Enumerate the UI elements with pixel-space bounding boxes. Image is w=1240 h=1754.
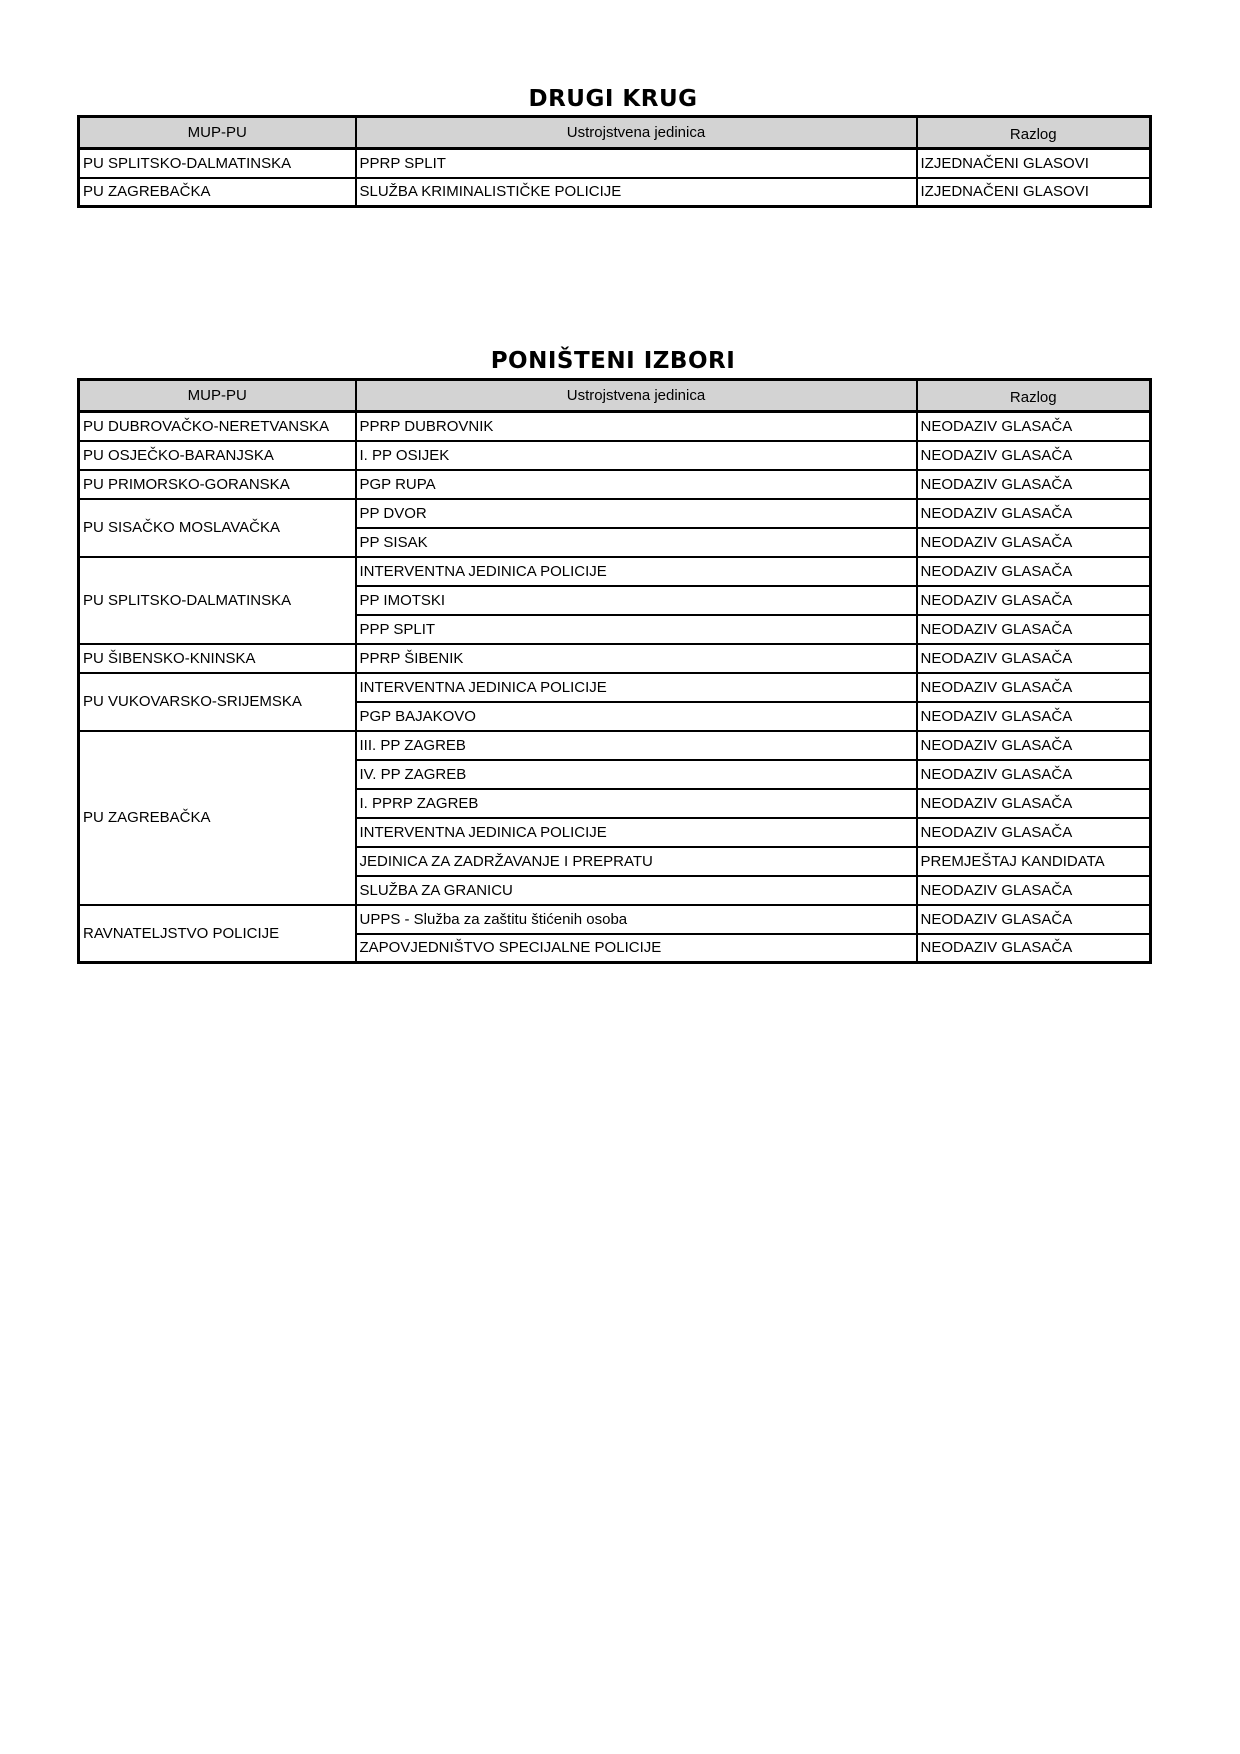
- ustrojstvena-jedinica-cell: PP DVOR: [356, 499, 917, 528]
- ustrojstvena-jedinica-cell: PPRP ŠIBENIK: [356, 644, 917, 673]
- table-row: [79, 673, 1151, 702]
- razlog-cell: NEODAZIV GLASAČA: [917, 876, 1151, 905]
- razlog-cell: IZJEDNAČENI GLASOVI: [917, 178, 1151, 207]
- column-header-razlog: Razlog: [917, 117, 1151, 149]
- razlog-cell: NEODAZIV GLASAČA: [917, 673, 1151, 702]
- mup-pu-cell: PU SPLITSKO-DALMATINSKA: [79, 557, 356, 644]
- table-row: [79, 178, 1151, 207]
- mup-pu-cell: PU OSJEČKO-BARANJSKA: [79, 441, 356, 470]
- mup-pu-cell: PU PRIMORSKO-GORANSKA: [79, 470, 356, 499]
- table-row: [79, 557, 1151, 586]
- razlog-cell: NEODAZIV GLASAČA: [917, 557, 1151, 586]
- razlog-cell: NEODAZIV GLASAČA: [917, 731, 1151, 760]
- ustrojstvena-jedinica-cell: INTERVENTNA JEDINICA POLICIJE: [356, 818, 917, 847]
- table-header-row: [79, 380, 1151, 412]
- razlog-cell: NEODAZIV GLASAČA: [917, 818, 1151, 847]
- ustrojstvena-jedinica-cell: I. PPRP ZAGREB: [356, 789, 917, 818]
- mup-pu-cell: RAVNATELJSTVO POLICIJE: [79, 905, 356, 963]
- column-header-mup-pu: MUP-PU: [79, 380, 356, 412]
- mup-pu-cell: PU SPLITSKO-DALMATINSKA: [79, 149, 356, 178]
- mup-pu-cell: PU DUBROVAČKO-NERETVANSKA: [79, 412, 356, 441]
- column-header-mup-pu: MUP-PU: [79, 117, 356, 149]
- ponisteni-izbori-table: [77, 378, 1152, 964]
- razlog-cell: NEODAZIV GLASAČA: [917, 644, 1151, 673]
- ustrojstvena-jedinica-cell: SLUŽBA ZA GRANICU: [356, 876, 917, 905]
- ponisteni-izbori-title: PONIŠTENI IZBORI: [490, 348, 736, 374]
- razlog-cell: NEODAZIV GLASAČA: [917, 760, 1151, 789]
- ustrojstvena-jedinica-cell: INTERVENTNA JEDINICA POLICIJE: [356, 557, 917, 586]
- razlog-cell: NEODAZIV GLASAČA: [917, 441, 1151, 470]
- razlog-cell: NEODAZIV GLASAČA: [917, 586, 1151, 615]
- razlog-cell: NEODAZIV GLASAČA: [917, 702, 1151, 731]
- column-header-razlog: Razlog: [917, 380, 1151, 412]
- mup-pu-cell: PU SISAČKO MOSLAVAČKA: [79, 499, 356, 557]
- razlog-cell: NEODAZIV GLASAČA: [917, 934, 1151, 963]
- ustrojstvena-jedinica-cell: UPPS - Služba za zaštitu štićenih osoba: [356, 905, 917, 934]
- ustrojstvena-jedinica-cell: PPP SPLIT: [356, 615, 917, 644]
- table-row: [79, 149, 1151, 178]
- table-row: [79, 731, 1151, 760]
- mup-pu-cell: PU VUKOVARSKO-SRIJEMSKA: [79, 673, 356, 731]
- mup-pu-cell: PU ZAGREBAČKA: [79, 731, 356, 905]
- column-header-ustrojstvena-jedinica: Ustrojstvena jedinica: [356, 117, 917, 149]
- razlog-cell: PREMJEŠTAJ KANDIDATA: [917, 847, 1151, 876]
- razlog-cell: NEODAZIV GLASAČA: [917, 615, 1151, 644]
- ustrojstvena-jedinica-cell: ZAPOVJEDNIŠTVO SPECIJALNE POLICIJE: [356, 934, 917, 963]
- ustrojstvena-jedinica-cell: PPRP SPLIT: [356, 149, 917, 178]
- ustrojstvena-jedinica-cell: SLUŽBA KRIMINALISTIČKE POLICIJE: [356, 178, 917, 207]
- ustrojstvena-jedinica-cell: PP IMOTSKI: [356, 586, 917, 615]
- table-header-row: [79, 117, 1151, 149]
- ustrojstvena-jedinica-cell: INTERVENTNA JEDINICA POLICIJE: [356, 673, 917, 702]
- ustrojstvena-jedinica-cell: III. PP ZAGREB: [356, 731, 917, 760]
- table-row: [79, 412, 1151, 441]
- drugi-krug-title: DRUGI KRUG: [528, 86, 698, 112]
- drugi-krug-table: [77, 115, 1152, 208]
- mup-pu-cell: PU ZAGREBAČKA: [79, 178, 356, 207]
- table-row: [79, 905, 1151, 934]
- ustrojstvena-jedinica-cell: PGP RUPA: [356, 470, 917, 499]
- table-row: [79, 499, 1151, 528]
- ustrojstvena-jedinica-cell: IV. PP ZAGREB: [356, 760, 917, 789]
- table-row: [79, 441, 1151, 470]
- razlog-cell: NEODAZIV GLASAČA: [917, 528, 1151, 557]
- mup-pu-cell: PU ŠIBENSKO-KNINSKA: [79, 644, 356, 673]
- ustrojstvena-jedinica-cell: I. PP OSIJEK: [356, 441, 917, 470]
- razlog-cell: IZJEDNAČENI GLASOVI: [917, 149, 1151, 178]
- razlog-cell: NEODAZIV GLASAČA: [917, 905, 1151, 934]
- ustrojstvena-jedinica-cell: PPRP DUBROVNIK: [356, 412, 917, 441]
- razlog-cell: NEODAZIV GLASAČA: [917, 412, 1151, 441]
- ustrojstvena-jedinica-cell: JEDINICA ZA ZADRŽAVANJE I PREPRATU: [356, 847, 917, 876]
- razlog-cell: NEODAZIV GLASAČA: [917, 789, 1151, 818]
- table-row: [79, 644, 1151, 673]
- column-header-ustrojstvena-jedinica: Ustrojstvena jedinica: [356, 380, 917, 412]
- ustrojstvena-jedinica-cell: PP SISAK: [356, 528, 917, 557]
- razlog-cell: NEODAZIV GLASAČA: [917, 470, 1151, 499]
- razlog-cell: NEODAZIV GLASAČA: [917, 499, 1151, 528]
- ustrojstvena-jedinica-cell: PGP BAJAKOVO: [356, 702, 917, 731]
- table-row: [79, 470, 1151, 499]
